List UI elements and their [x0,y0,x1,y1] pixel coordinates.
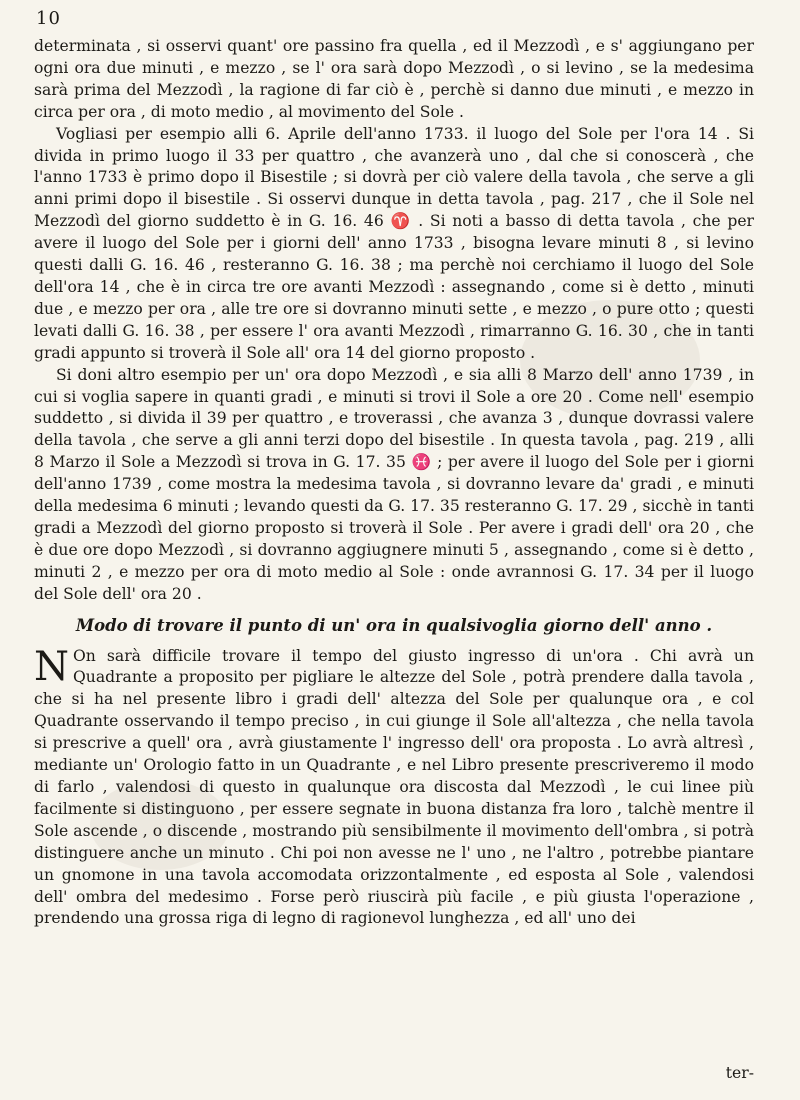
section-heading: Modo di trovare il punto di un' ora in qualsivoglia giorno dell' anno . [75,615,713,635]
paragraph-example-two: Si doni altro esempio per un' ora dopo Mezzodì , e sia alli 8 Marzo dell' anno 1739 , in cui si voglia sapere in quanti gradi , e minuti si trovi il Sole a ore 20 . Come nell' esempio suddetto , si divida il 39 per quattro , e troverassi , che avanza 3 , dunque dovrassi valere della tavola , che serve a gli anni terzi dopo del bisestile . In questa tavola , pag. 219 , alli 8 Marzo il Sole a Mezzodì si trova in G. 17. 35 ♓ ; per avere il luogo del Sole per i giorni dell'anno 1739 , come mostra la medesima tavola , si dovranno levare da' gradi , e minuti della medesima 6 minuti ; levando questi da G. 17. 35 resteranno G. 17. 29 , sicchè in tanti gradi a Mezzodì del giorno proposto si troverà il Sole . Per avere i gradi dell' ora 20 , che è due ore dopo Mezzodì , si dovranno aggiugnere minuti 5 , assegnando , come si è detto , minuti 2 , e mezzo per ora di moto medio al Sole : onde avrannosi G. 17. 34 per il luogo del Sole dell' ora 20 . [34,365,754,603]
drop-cap-letter: N [34,643,69,690]
paragraph-example-one: Vogliasi per esempio alli 6. Aprile dell'anno 1733. il luogo del Sole per l'ora 14 . Si divida in primo luogo il 33 per quattro , che avanzerà uno , dal che si conoscerà , che l'anno 1733 è primo dopo il Bisestile ; si dovrà per ciò valere della tavola , che serve a gli anni primi dopo il bisestile . Si osservi dunque in detta tavola , pag. 217 , che il Sole nel Mezzodì del giorno suddetto è in G. 16. 46 ♈ . Si noti a basso di detta tavola , che per avere il luogo del Sole per i giorni dell' anno 1733 , bisogna levare minuti 8 , si levino questi dalli G. 16. 46 , resteranno G. 16. 38 ; ma perchè noi cerchiamo il luogo del Sole dell'ora 14 , che è in circa tre ore avanti Mezzodì : assegnando , come si è detto , minuti due , e mezzo per ora , alle tre ore si dovranno minuti sette , e mezzo , o pure otto ; questi levati dalli G. 16. 38 , per essere l' ora avanti Mezzodì , rimarranno G. 16. 30 , che in tanti gradi appunto si troverà il Sole all' ora 14 del giorno proposto . [34,124,754,362]
section-paragraph [34,643,754,931]
paragraph-intro: determinata , si osservi quant' ore passino fra quella , ed il Mezzodì , e s' aggiungano per ogni ora due minuti , e mezzo , se l' ora sarà dopo Mezzodì , o si levino , se la medesima sarà prima del Mezzodì , la ragione di far ciò è , perchè si danno due minuti , e mezzo in circa per ora , di moto medio , al movimento del Sole . [34,37,754,121]
catchword: ter- [725,1064,754,1082]
section-paragraph-text: On sarà difficile trovare il tempo del giusto ingresso di un'ora . Chi avrà un Quadrante a proposito per pigliare le altezze del Sole , potrà prendere dalla tavola , che si ha nel presente libro i gradi dell' altezza del Sole per qualunque ora , e col Quadrante osservando il tempo preciso , in cui giunge il Sole all'altezza , che nella tavola si prescrive a quell' ora , avrà giustamente l' ingresso dell' ora proposta . Lo avrà altresì , mediante un' Orologio fatto in un Quadrante , e nel Libro presente prescriveremo il modo di farlo , valendosi di questo in qualunque ora discosta dal Mezzodì , le cui linee più facilmente si distinguono , per essere segnate in buona distanza fra loro , talchè mentre il Sole ascende , o discende , mostrando più sensibilmente il movimento dell'ombra , si potrà distinguere anche un minuto . Chi poi non avesse ne l' uno , ne l'altro , potrebbe piantare un gnomone in una tavola accomodata orizzontalmente , ed esposta al Sole , valendosi dell' ombra del medesimo . Forse però riuscirà più facile , e più giusta l'operazione , prendendo una grossa riga di legno di ragionevol lunghezza , ed all' uno dei [34,646,754,928]
page-number: 10 [36,8,61,29]
page-body [34,36,754,930]
